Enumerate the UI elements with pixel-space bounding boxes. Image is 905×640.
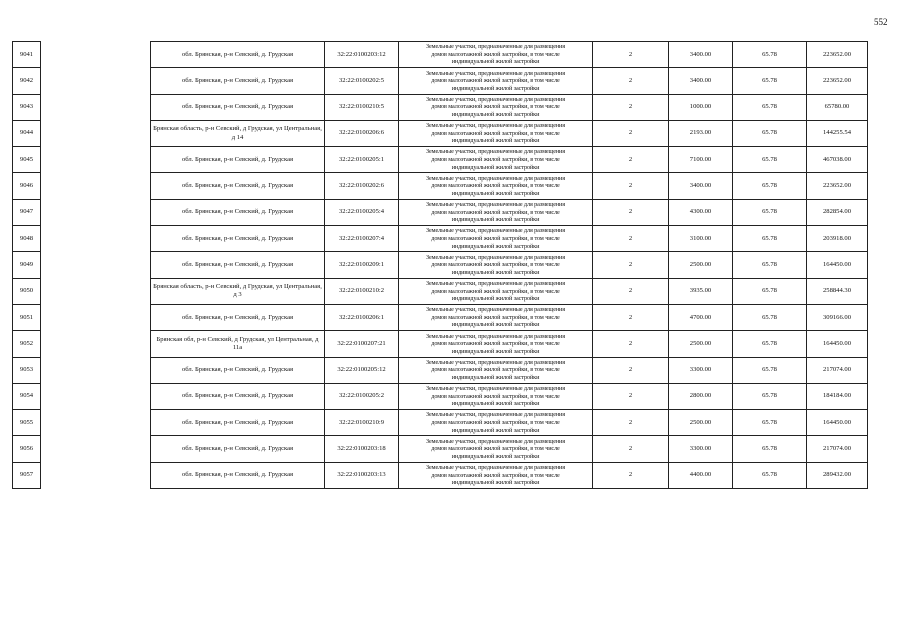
land-use-description-cell bbox=[399, 357, 593, 383]
address-cell: обл. Брянская, р-н Севский, д. Грудская bbox=[151, 147, 325, 173]
gap-cell bbox=[41, 120, 151, 146]
land-use-description-line: индивидуальной жилой застройки bbox=[451, 374, 540, 381]
land-use-description-cell bbox=[399, 383, 593, 409]
land-use-description-line: домов малоэтажной жилой застройки, в том числе bbox=[431, 50, 560, 58]
land-use-description-cell bbox=[399, 331, 593, 357]
land-use-description-line: домов малоэтажной жилой застройки, в том числе bbox=[431, 261, 560, 269]
cadastral-value-cell: 289432.00 bbox=[807, 462, 868, 488]
cadastral-number-cell: 32:22:0100205:4 bbox=[325, 199, 399, 225]
area-cell: 3400.00 bbox=[669, 42, 733, 68]
cadastral-value-cell: 217074.00 bbox=[807, 436, 868, 462]
land-use-description-cell bbox=[399, 120, 593, 146]
category-cell: 2 bbox=[593, 278, 669, 304]
land-use-description-line: индивидуальной жилой застройки bbox=[451, 347, 540, 355]
cadastral-value-cell: 184184.00 bbox=[807, 383, 868, 409]
cadastral-number-cell: 32:22:0100206:6 bbox=[325, 120, 399, 146]
land-use-description-line: домов малоэтажной жилой застройки, в том числе bbox=[431, 366, 560, 374]
land-use-description-line: индивидуальной жилой застройки bbox=[451, 58, 540, 66]
rate-cell: 65.78 bbox=[733, 147, 807, 173]
cadastral-number-cell: 32:22:0100205:12 bbox=[325, 357, 399, 383]
land-use-description-line: домов малоэтажной жилой застройки, в том числе bbox=[431, 129, 560, 137]
category-cell: 2 bbox=[593, 147, 669, 173]
address-cell: обл. Брянская, р-н Севский, д. Грудская bbox=[151, 199, 325, 225]
row-number-cell: 9041 bbox=[13, 42, 41, 68]
land-use-description-line: домов малоэтажной жилой застройки, в том числе bbox=[431, 77, 560, 85]
cadastral-value-cell: 282854.00 bbox=[807, 199, 868, 225]
area-cell: 2500.00 bbox=[669, 410, 733, 436]
address-cell: Брянская область, р-н Севский, д Грудская, ул Центральная, д 3 bbox=[151, 278, 325, 304]
land-use-description-cell bbox=[399, 462, 593, 488]
cadastral-number-cell: 32:22:0100207:21 bbox=[325, 331, 399, 357]
rate-cell: 65.78 bbox=[733, 68, 807, 94]
address-cell: обл. Брянская, р-н Севский, д. Грудская bbox=[151, 252, 325, 278]
rate-cell: 65.78 bbox=[733, 226, 807, 252]
cadastral-value-cell: 144255.54 bbox=[807, 120, 868, 146]
category-cell: 2 bbox=[593, 331, 669, 357]
table-row bbox=[13, 199, 868, 225]
land-use-description-line: индивидуальной жилой застройки bbox=[451, 216, 540, 224]
table-row bbox=[13, 68, 868, 94]
address-cell: обл. Брянская, р-н Севский, д. Грудская bbox=[151, 226, 325, 252]
row-number-cell: 9054 bbox=[13, 383, 41, 409]
gap-cell bbox=[41, 42, 151, 68]
gap-cell bbox=[41, 410, 151, 436]
rate-cell: 65.78 bbox=[733, 357, 807, 383]
table-row bbox=[13, 462, 868, 488]
row-number-cell: 9046 bbox=[13, 173, 41, 199]
land-use-description-line: индивидуальной жилой застройки bbox=[451, 111, 540, 119]
rate-cell: 65.78 bbox=[733, 173, 807, 199]
area-cell: 4300.00 bbox=[669, 199, 733, 225]
cadastral-value-cell: 223652.00 bbox=[807, 68, 868, 94]
land-use-description-line: индивидуальной жилой застройки bbox=[451, 400, 540, 408]
land-use-description-line: домов малоэтажной жилой застройки, в том числе bbox=[431, 234, 560, 242]
row-number-cell: 9042 bbox=[13, 68, 41, 94]
land-use-description-cell bbox=[399, 147, 593, 173]
cadastral-number-cell: 32:22:0100206:1 bbox=[325, 304, 399, 330]
cadastral-value-cell: 65780.00 bbox=[807, 94, 868, 120]
land-use-description-cell bbox=[399, 252, 593, 278]
category-cell: 2 bbox=[593, 120, 669, 146]
land-use-description-cell bbox=[399, 199, 593, 225]
land-use-description-line: домов малоэтажной жилой застройки, в том числе bbox=[431, 445, 560, 453]
rate-cell: 65.78 bbox=[733, 383, 807, 409]
category-cell: 2 bbox=[593, 383, 669, 409]
row-number-cell: 9049 bbox=[13, 252, 41, 278]
land-use-description-line: индивидуальной жилой застройки bbox=[451, 163, 540, 171]
address-cell: обл. Брянская, р-н Севский, д. Грудская bbox=[151, 383, 325, 409]
table-row bbox=[13, 304, 868, 330]
gap-cell bbox=[41, 462, 151, 488]
row-number-cell: 9053 bbox=[13, 357, 41, 383]
land-use-description-line: Земельные участки, предназначенные для размещения bbox=[425, 279, 566, 287]
land-use-description-line: Земельные участки, предназначенные для размещения bbox=[425, 306, 566, 314]
land-use-description-line: Земельные участки, предназначенные для размещения bbox=[425, 437, 566, 445]
land-use-description-cell bbox=[399, 410, 593, 436]
rate-cell: 65.78 bbox=[733, 410, 807, 436]
land-use-description-line: индивидуальной жилой застройки bbox=[451, 426, 540, 434]
address-cell: обл. Брянская, р-н Севский, д. Грудская bbox=[151, 357, 325, 383]
gap-cell bbox=[41, 94, 151, 120]
area-cell: 3300.00 bbox=[669, 357, 733, 383]
page-number: 552 bbox=[874, 17, 888, 27]
land-use-description-line: индивидуальной жилой застройки bbox=[451, 189, 540, 197]
category-cell: 2 bbox=[593, 410, 669, 436]
land-use-description-line: Земельные участки, предназначенные для размещения bbox=[425, 411, 566, 419]
land-use-description-line: Земельные участки, предназначенные для размещения bbox=[425, 69, 566, 77]
cadastral-number-cell: 32:22:0100210:5 bbox=[325, 94, 399, 120]
table-row bbox=[13, 357, 868, 383]
row-number-cell: 9047 bbox=[13, 199, 41, 225]
land-use-description-line: индивидуальной жилой застройки bbox=[451, 295, 540, 303]
table-row bbox=[13, 42, 868, 68]
area-cell: 2500.00 bbox=[669, 331, 733, 357]
rate-cell: 65.78 bbox=[733, 436, 807, 462]
land-use-description-line: Земельные участки, предназначенные для размещения bbox=[425, 174, 566, 182]
cadastral-value-cell: 223652.00 bbox=[807, 173, 868, 199]
land-use-description-line: домов малоэтажной жилой застройки, в том числе bbox=[431, 471, 560, 479]
cadastral-number-cell: 32:22:0100203:13 bbox=[325, 462, 399, 488]
row-number-cell: 9050 bbox=[13, 278, 41, 304]
rate-cell: 65.78 bbox=[733, 304, 807, 330]
land-use-description-line: Земельные участки, предназначенные для размещения bbox=[425, 358, 566, 366]
gap-cell bbox=[41, 304, 151, 330]
gap-cell bbox=[41, 436, 151, 462]
land-use-description-line: домов малоэтажной жилой застройки, в том числе bbox=[431, 182, 560, 190]
land-use-description-line: домов малоэтажной жилой застройки, в том числе bbox=[431, 208, 560, 216]
table-row bbox=[13, 278, 868, 304]
gap-cell bbox=[41, 173, 151, 199]
cadastral-value-cell: 164450.00 bbox=[807, 410, 868, 436]
category-cell: 2 bbox=[593, 226, 669, 252]
gap-cell bbox=[41, 278, 151, 304]
land-use-description-line: Земельные участки, предназначенные для размещения bbox=[425, 148, 566, 156]
land-registry-table bbox=[12, 41, 868, 489]
area-cell: 3300.00 bbox=[669, 436, 733, 462]
cadastral-value-cell: 258844.30 bbox=[807, 278, 868, 304]
land-use-description-line: индивидуальной жилой застройки bbox=[451, 479, 540, 487]
table-row bbox=[13, 252, 868, 278]
address-cell: обл. Брянская, р-н Севский, д. Грудская bbox=[151, 410, 325, 436]
rate-cell: 65.78 bbox=[733, 462, 807, 488]
address-cell: обл. Брянская, р-н Севский, д. Грудская bbox=[151, 173, 325, 199]
address-cell: обл. Брянская, р-н Севский, д. Грудская bbox=[151, 462, 325, 488]
land-use-description-line: индивидуальной жилой застройки bbox=[451, 452, 540, 460]
land-use-description-line: Земельные участки, предназначенные для размещения bbox=[425, 227, 566, 235]
land-use-description-line: домов малоэтажной жилой застройки, в том числе bbox=[431, 287, 560, 295]
area-cell: 2800.00 bbox=[669, 383, 733, 409]
address-cell: обл. Брянская, р-н Севский, д. Грудская bbox=[151, 94, 325, 120]
land-use-description-line: Земельные участки, предназначенные для размещения bbox=[425, 464, 566, 471]
cadastral-value-cell: 217074.00 bbox=[807, 357, 868, 383]
land-use-description-line: Земельные участки, предназначенные для размещения bbox=[425, 43, 566, 51]
cadastral-number-cell: 32:22:0100205:1 bbox=[325, 147, 399, 173]
table-row bbox=[13, 226, 868, 252]
rate-cell: 65.78 bbox=[733, 331, 807, 357]
address-cell: обл. Брянская, р-н Севский, д. Грудская bbox=[151, 68, 325, 94]
area-cell: 1000.00 bbox=[669, 94, 733, 120]
land-use-description-cell bbox=[399, 94, 593, 120]
land-use-description-cell bbox=[399, 278, 593, 304]
cadastral-number-cell: 32:22:0100205:2 bbox=[325, 383, 399, 409]
row-number-cell: 9056 bbox=[13, 436, 41, 462]
category-cell: 2 bbox=[593, 199, 669, 225]
category-cell: 2 bbox=[593, 68, 669, 94]
table-row bbox=[13, 120, 868, 146]
gap-cell bbox=[41, 147, 151, 173]
cadastral-value-cell: 164450.00 bbox=[807, 252, 868, 278]
land-use-description-cell bbox=[399, 42, 593, 68]
area-cell: 4700.00 bbox=[669, 304, 733, 330]
cadastral-value-cell: 309166.00 bbox=[807, 304, 868, 330]
cadastral-number-cell: 32:22:0100203:18 bbox=[325, 436, 399, 462]
land-use-description-cell bbox=[399, 304, 593, 330]
cadastral-number-cell: 32:22:0100202:5 bbox=[325, 68, 399, 94]
cadastral-value-cell: 467038.00 bbox=[807, 147, 868, 173]
category-cell: 2 bbox=[593, 94, 669, 120]
table-row bbox=[13, 173, 868, 199]
area-cell: 3100.00 bbox=[669, 226, 733, 252]
gap-cell bbox=[41, 383, 151, 409]
rate-cell: 65.78 bbox=[733, 278, 807, 304]
table-row bbox=[13, 410, 868, 436]
category-cell: 2 bbox=[593, 436, 669, 462]
area-cell: 2500.00 bbox=[669, 252, 733, 278]
area-cell: 3935.00 bbox=[669, 278, 733, 304]
cadastral-number-cell: 32:22:0100210:9 bbox=[325, 410, 399, 436]
land-use-description-line: Земельные участки, предназначенные для размещения bbox=[425, 95, 566, 103]
cadastral-value-cell: 203918.00 bbox=[807, 226, 868, 252]
area-cell: 7100.00 bbox=[669, 147, 733, 173]
row-number-cell: 9052 bbox=[13, 331, 41, 357]
table-row bbox=[13, 331, 868, 357]
gap-cell bbox=[41, 68, 151, 94]
gap-cell bbox=[41, 331, 151, 357]
gap-cell bbox=[41, 199, 151, 225]
category-cell: 2 bbox=[593, 252, 669, 278]
category-cell: 2 bbox=[593, 357, 669, 383]
rate-cell: 65.78 bbox=[733, 94, 807, 120]
category-cell: 2 bbox=[593, 42, 669, 68]
cadastral-number-cell: 32:22:0100203:12 bbox=[325, 42, 399, 68]
row-number-cell: 9044 bbox=[13, 120, 41, 146]
land-use-description-cell bbox=[399, 173, 593, 199]
address-cell: обл. Брянская, р-н Севский, д. Грудская bbox=[151, 42, 325, 68]
rate-cell: 65.78 bbox=[733, 42, 807, 68]
land-use-description-line: Земельные участки, предназначенные для размещения bbox=[425, 253, 566, 261]
rate-cell: 65.78 bbox=[733, 120, 807, 146]
land-use-description-line: индивидуальной жилой застройки bbox=[451, 137, 540, 145]
table-row bbox=[13, 147, 868, 173]
cadastral-number-cell: 32:22:0100202:6 bbox=[325, 173, 399, 199]
land-use-description-line: домов малоэтажной жилой застройки, в том числе bbox=[431, 340, 560, 348]
land-use-description-line: домов малоэтажной жилой застройки, в том числе bbox=[431, 392, 560, 400]
cadastral-value-cell: 164450.00 bbox=[807, 331, 868, 357]
table-body bbox=[13, 42, 868, 489]
category-cell: 2 bbox=[593, 304, 669, 330]
land-use-description-line: Земельные участки, предназначенные для размещения bbox=[425, 122, 566, 130]
gap-cell bbox=[41, 357, 151, 383]
row-number-cell: 9045 bbox=[13, 147, 41, 173]
area-cell: 3400.00 bbox=[669, 68, 733, 94]
gap-cell bbox=[41, 252, 151, 278]
land-use-description-line: домов малоэтажной жилой застройки, в том числе bbox=[431, 103, 560, 111]
land-use-description-line: индивидуальной жилой застройки bbox=[451, 242, 540, 250]
category-cell: 2 bbox=[593, 462, 669, 488]
land-use-description-cell bbox=[399, 68, 593, 94]
row-number-cell: 9043 bbox=[13, 94, 41, 120]
row-number-cell: 9055 bbox=[13, 410, 41, 436]
land-use-description-line: индивидуальной жилой застройки bbox=[451, 321, 540, 329]
cadastral-number-cell: 32:22:0100210:2 bbox=[325, 278, 399, 304]
land-use-description-line: Земельные участки, предназначенные для размещения bbox=[425, 332, 566, 340]
row-number-cell: 9057 bbox=[13, 462, 41, 488]
land-use-description-line: домов малоэтажной жилой застройки, в том числе bbox=[431, 313, 560, 321]
area-cell: 2193.00 bbox=[669, 120, 733, 146]
land-use-description-cell bbox=[399, 226, 593, 252]
address-cell: обл. Брянская, р-н Севский, д. Грудская bbox=[151, 304, 325, 330]
land-use-description-line: Земельные участки, предназначенные для размещения bbox=[425, 385, 566, 393]
table-row bbox=[13, 383, 868, 409]
cadastral-number-cell: 32:22:0100209:1 bbox=[325, 252, 399, 278]
rate-cell: 65.78 bbox=[733, 199, 807, 225]
rate-cell: 65.78 bbox=[733, 252, 807, 278]
row-number-cell: 9051 bbox=[13, 304, 41, 330]
category-cell: 2 bbox=[593, 173, 669, 199]
land-use-description-line: индивидуальной жилой застройки bbox=[451, 84, 540, 92]
cadastral-value-cell: 223652.00 bbox=[807, 42, 868, 68]
area-cell: 4400.00 bbox=[669, 462, 733, 488]
address-cell: Брянская обл, р-н Севский, д Грудская, ул Центральная, д 11а bbox=[151, 331, 325, 357]
land-use-description-line: домов малоэтажной жилой застройки, в том числе bbox=[431, 419, 560, 426]
table-row bbox=[13, 94, 868, 120]
address-cell: Брянская область, р-н Севский, д Грудская, ул Центральная, д 14 bbox=[151, 120, 325, 146]
area-cell: 3400.00 bbox=[669, 173, 733, 199]
land-use-description-line: Земельные участки, предназначенные для размещения bbox=[425, 201, 566, 209]
land-use-description-line: домов малоэтажной жилой застройки, в том числе bbox=[431, 156, 560, 164]
table-row bbox=[13, 436, 868, 462]
land-use-description-line: индивидуальной жилой застройки bbox=[451, 268, 540, 276]
cadastral-number-cell: 32:22:0100207:4 bbox=[325, 226, 399, 252]
land-use-description-cell bbox=[399, 436, 593, 462]
row-number-cell: 9048 bbox=[13, 226, 41, 252]
address-cell: обл. Брянская, р-н Севский, д. Грудская bbox=[151, 436, 325, 462]
gap-cell bbox=[41, 226, 151, 252]
